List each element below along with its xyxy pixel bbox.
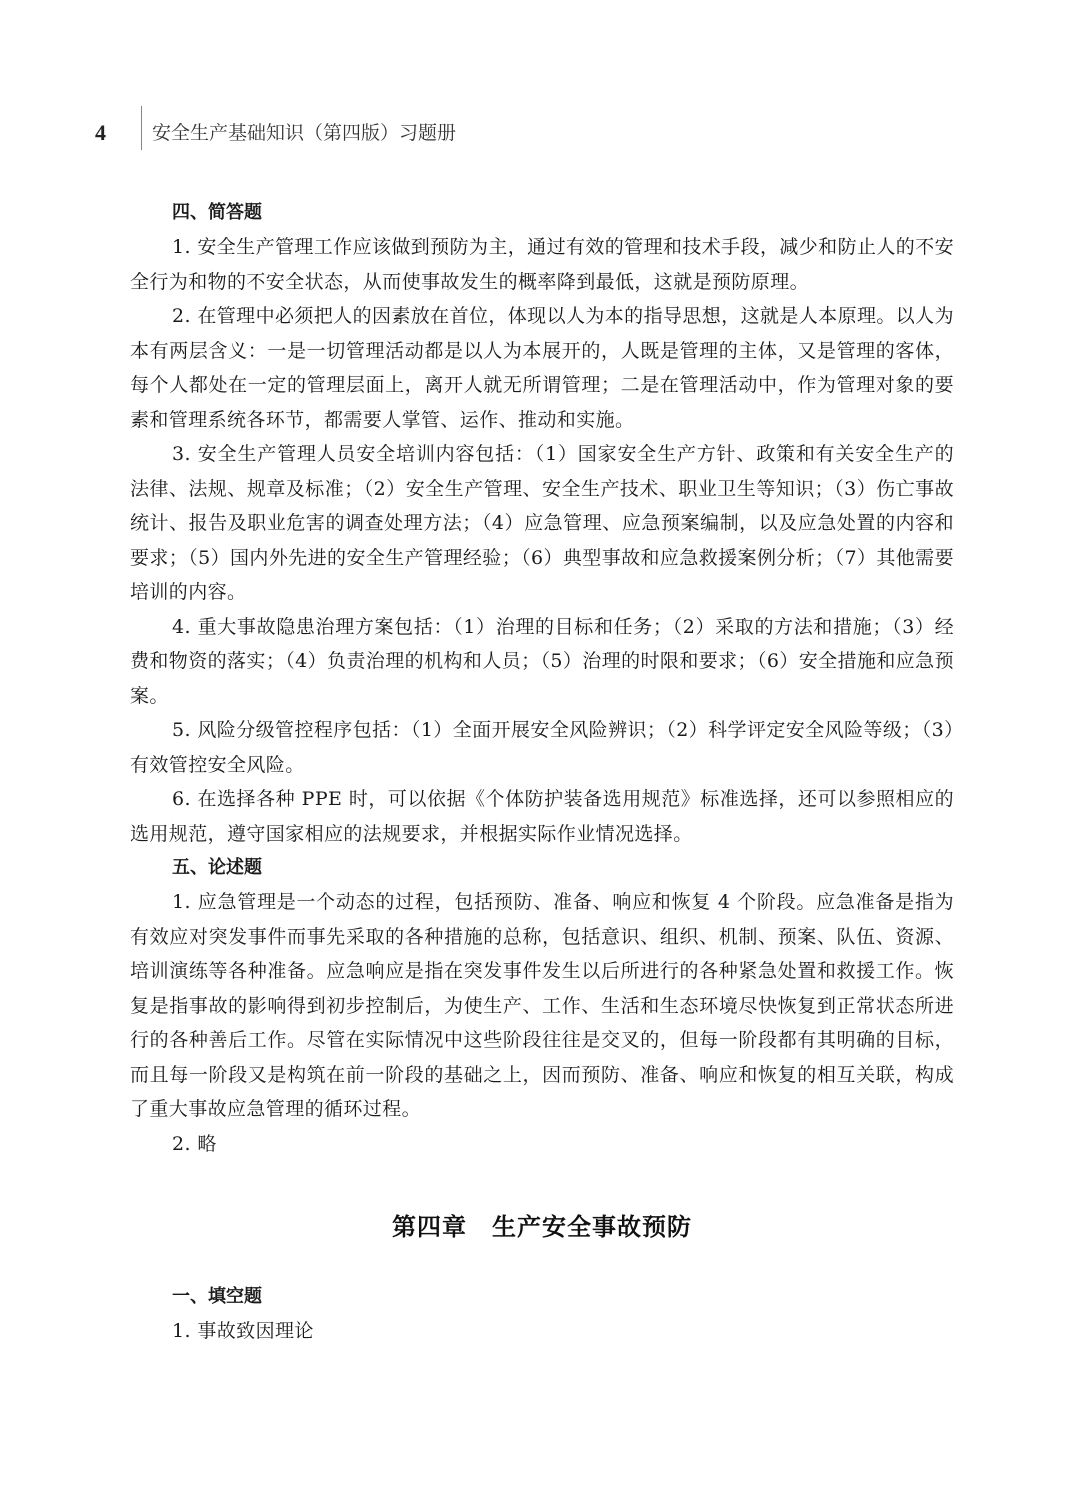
answer-paragraph: 4. 重大事故隐患治理方案包括：（1）治理的目标和任务；（2）采取的方法和措施；（3）经费和物资的落实；（4）负责治理的机构和人员；（5）治理的时限和要求；（6）安全措施和应急预案。: [130, 615, 954, 707]
section-heading-fill-in: 一、填空题: [172, 1286, 262, 1307]
section-heading-short-answer: 四、简答题: [172, 202, 262, 223]
answer-paragraph: 6. 在选择各种 PPE 时，可以依据《个体防护装备选用规范》标准选择，还可以参照相应的选用规范，遵守国家相应的法规要求，并根据实际作业情况选择。: [130, 788, 954, 845]
running-title: 安全生产基础知识（第四版）习题册: [152, 122, 457, 144]
page-header: [0, 112, 1078, 152]
answer-paragraph: 3. 安全生产管理人员安全培训内容包括：（1）国家安全生产方针、政策和有关安全生产的法律、法规、规章及标准；（2）安全生产管理、安全生产技术、职业卫生等知识；（3）伤亡事故统计、报告及职业危害的调查处理方法；（4）应急管理、应急预案编制，以及应急处置的内容和要求；（5）国内外先进的安全生产管理经验；（6）典型事故和应急救援案例分析；（7）其他需要培训的内容。: [130, 443, 954, 603]
answer-paragraph: 1. 安全生产管理工作应该做到预防为主，通过有效的管理和技术手段，减少和防止人的不安全行为和物的不安全状态，从而使事故发生的概率降到最低，这就是预防原理。: [130, 236, 954, 293]
answer-paragraph: 2. 在管理中必须把人的因素放在首位，体现以人为本的指导思想，这就是人本原理。以人为本有两层含义：一是一切管理活动都是以人为本展开的，人既是管理的主体，又是管理的客体，每个人都处在一定的管理层面上，离开人就无所谓管理；二是在管理活动中，作为管理对象的要素和管理系统各环节，都需要人掌管、运作、推动和实施。: [130, 305, 954, 431]
section-heading-essay: 五、论述题: [172, 857, 262, 878]
page-number: 4: [95, 120, 106, 145]
answer-paragraph: 1. 事故致因理论: [172, 1320, 314, 1342]
answer-paragraph: 5. 风险分级管控程序包括：（1）全面开展安全风险辨识；（2）科学评定安全风险等级；（3）有效管控安全风险。: [130, 719, 954, 776]
page-content: [130, 196, 954, 1349]
answer-paragraph: 1. 应急管理是一个动态的过程，包括预防、准备、响应和恢复 4 个阶段。应急准备是指为有效应对突发事件而事先采取的各种措施的总称，包括意识、组织、机制、预案、队伍、资源、培训演练等各种准备。应急响应是指在突发事件发生以后所进行的各种紧急处置和救援工作。恢复是指事故的影响得到初步控制后，为使生产、工作、生活和生态环境尽快恢复到正常状态所进行的各种善后工作。尽管在实际情况中这些阶段往往是交叉的，但每一阶段都有其明确的目标，而且每一阶段又是构筑在前一阶段的基础之上，因而预防、准备、响应和恢复的相互关联，构成了重大事故应急管理的循环过程。: [130, 891, 954, 1120]
header-divider: [141, 106, 142, 150]
answer-paragraph: 2. 略: [172, 1132, 217, 1155]
chapter-title: 第四章 生产安全事故预防: [392, 1213, 692, 1241]
